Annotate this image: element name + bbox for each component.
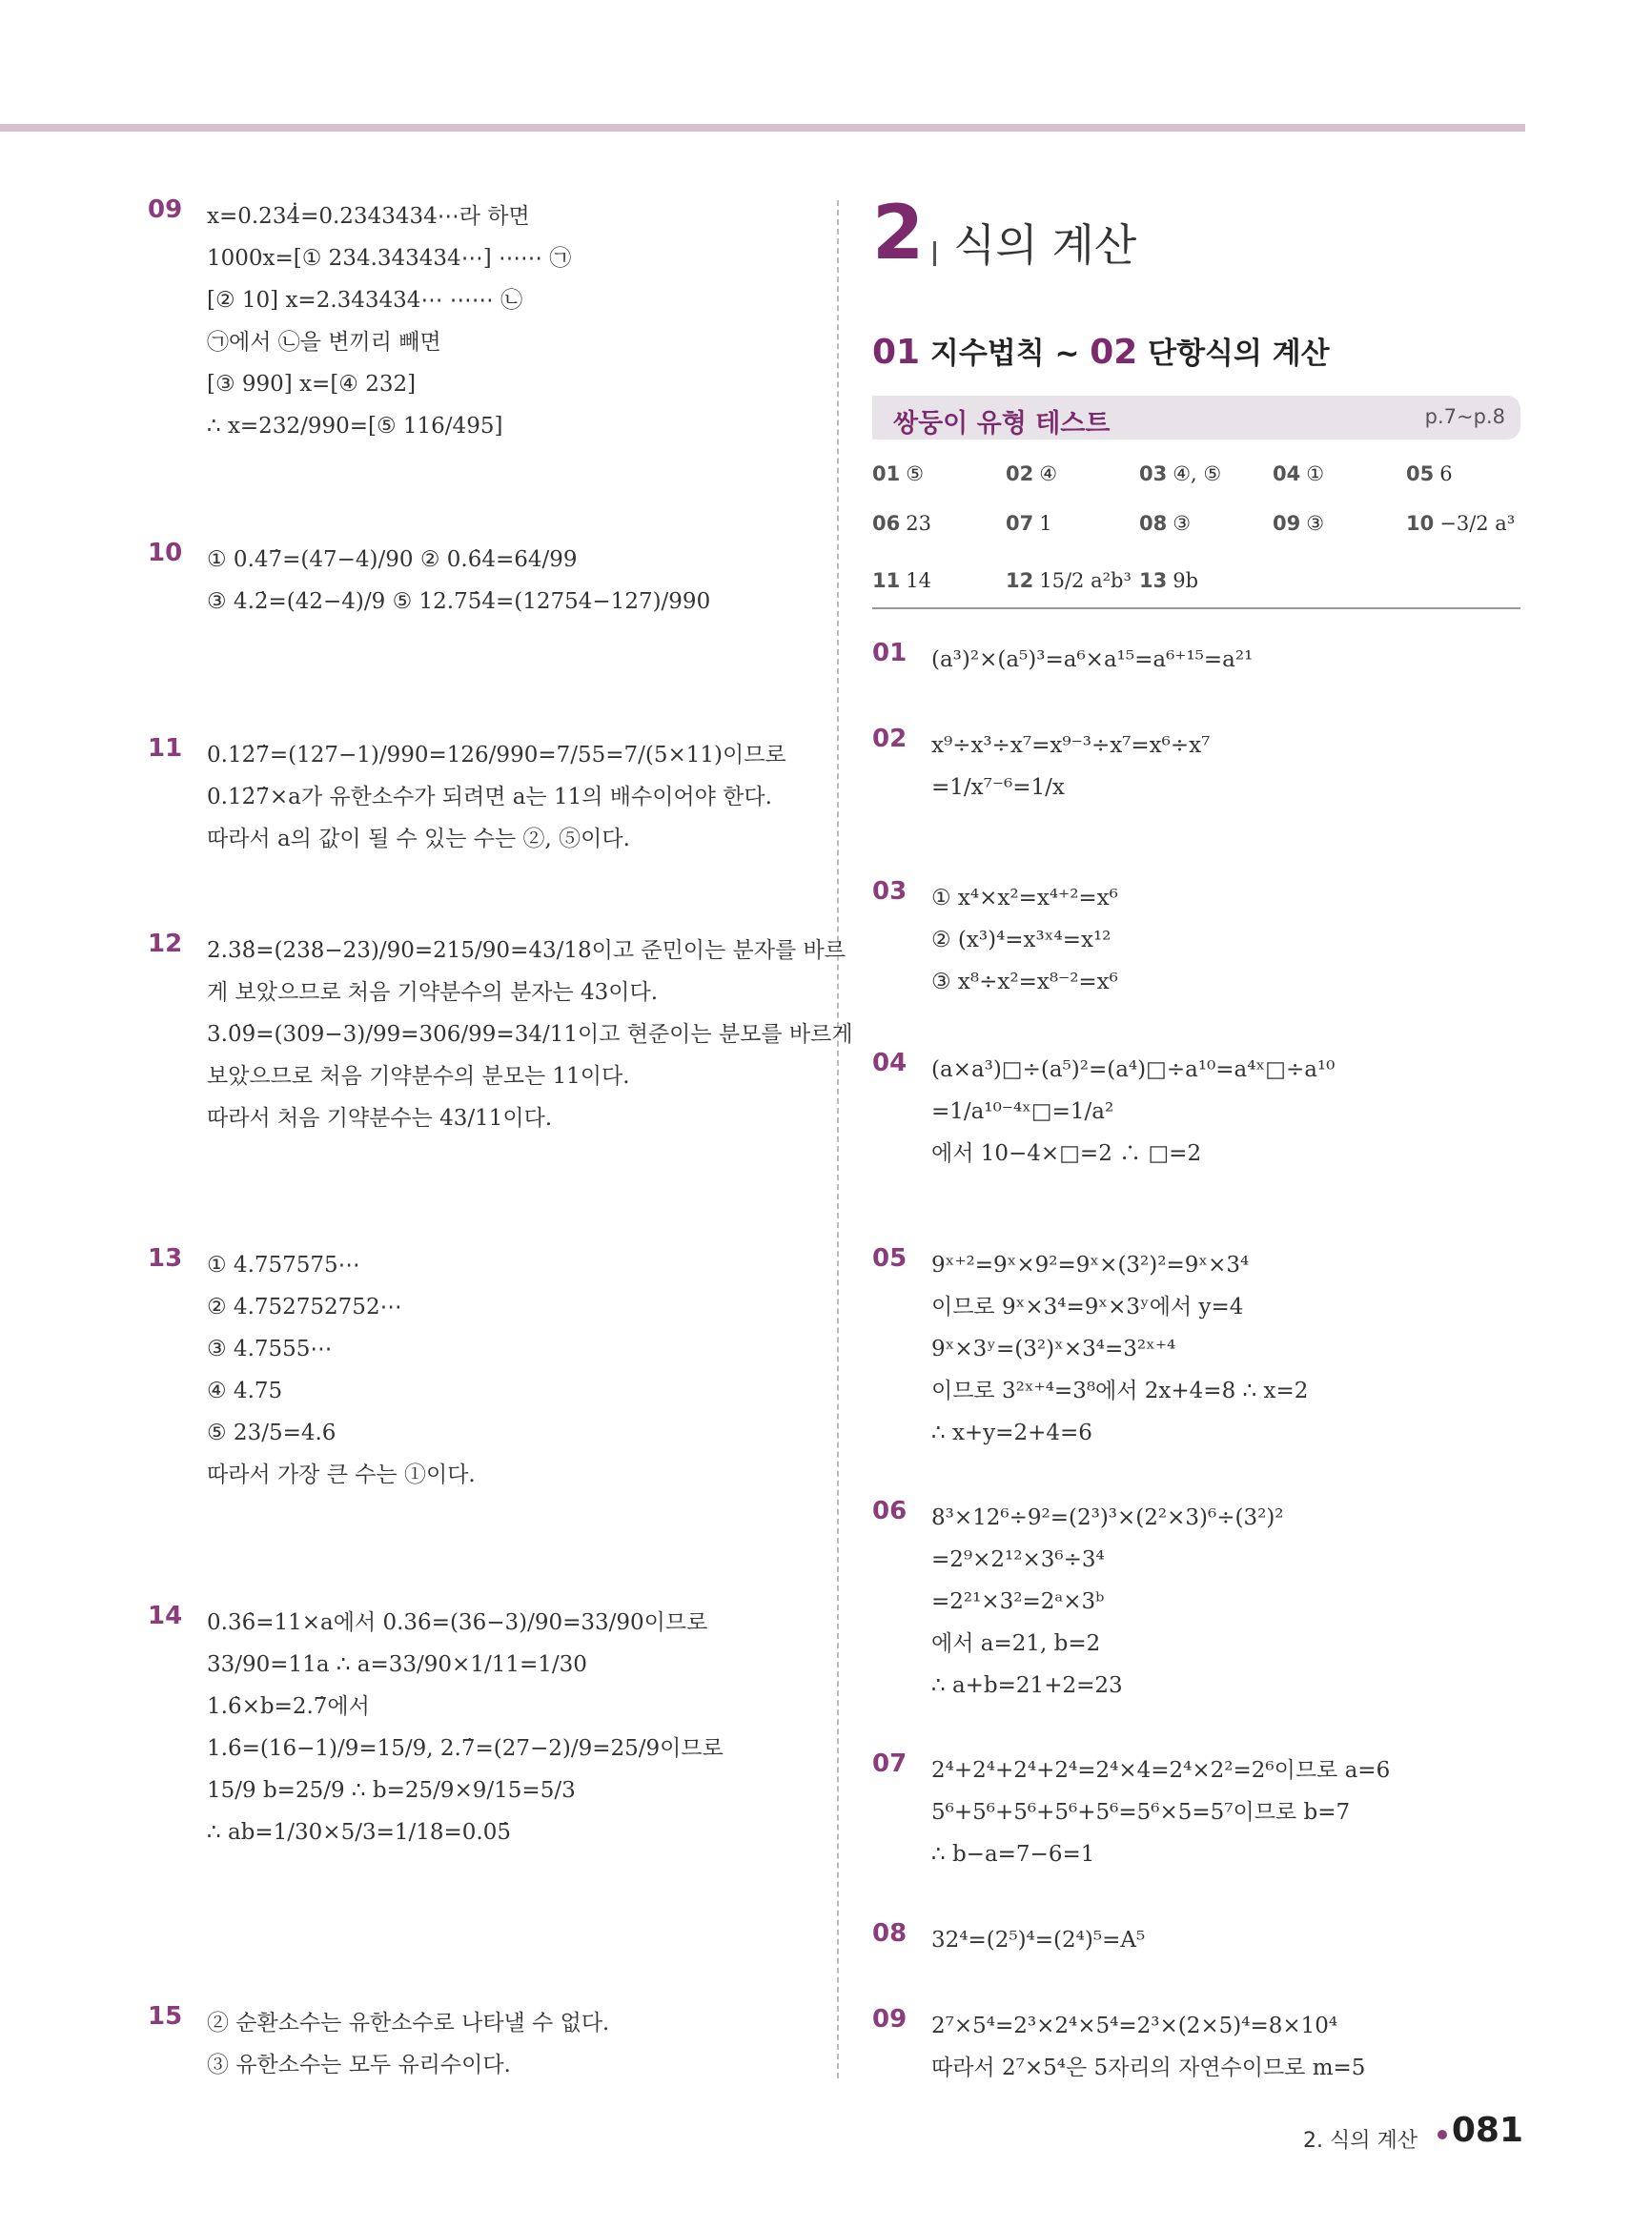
solution-line: =1/x⁷⁻⁶=1/x — [931, 775, 1065, 800]
answer-value: 23 — [906, 512, 931, 535]
solution-lines — [207, 2002, 817, 2086]
solution-lines — [931, 877, 1541, 1003]
problem-number: 14 — [148, 1602, 183, 1630]
solution-lines — [207, 734, 817, 860]
answer-value: ⑤ — [906, 462, 925, 485]
solution-lines — [931, 1244, 1541, 1454]
answer-item — [1139, 462, 1221, 485]
solution-lines — [931, 639, 1541, 681]
answer-item — [1006, 512, 1052, 535]
solution-line: x=0.234̇̇=0.2343434⋯라 하면 — [207, 204, 530, 229]
solution-line: ③ 4.7555⋯ — [207, 1337, 333, 1361]
solution-lines — [931, 1919, 1541, 1961]
answer-key: 07 — [1006, 512, 1034, 535]
solution-line: ② (x³)⁴=x³ˣ⁴=x¹² — [931, 928, 1112, 952]
solution-line: ② 4.752752752⋯ — [207, 1295, 402, 1320]
answer-key: 10 — [1406, 512, 1435, 535]
solution-line: 보았으므로 처음 기약분수의 분모는 11이다. — [207, 1064, 630, 1089]
solution-lines — [931, 2005, 1541, 2089]
solution-line: (a×a³)□÷(a⁵)²=(a⁴)□÷a¹⁰=a⁴ˣ□÷a¹⁰ — [931, 1057, 1336, 1082]
solution-lines — [931, 1497, 1541, 1707]
section-title: 식의 계산 — [953, 219, 1137, 271]
solution-line: ① 0.47̇=(47−4)/90 ② 0.6̇4̇=64/99 — [207, 547, 578, 572]
solution-line: 5⁶+5⁶+5⁶+5⁶+5⁶=5⁶×5=5⁷이므로 b=7 — [931, 1800, 1351, 1825]
answer-key: 02 — [1006, 462, 1034, 485]
answer-value: 6 — [1439, 462, 1453, 485]
solution-line: 1.6̇=(16−1)/9=15/9, 2.7̇=(27−2)/9=25/9이므로 — [207, 1736, 724, 1761]
section-number: 2 — [872, 191, 925, 276]
solution-lines — [931, 1749, 1541, 1875]
answer-key: 12 — [1006, 569, 1034, 592]
section-separator — [933, 241, 936, 266]
solution-line: 3.0̇9̇=(309−3)/99=306/99=34/11이고 현준이는 분모를 바르게 — [207, 1022, 853, 1047]
solution-line: ① x⁴×x²=x⁴⁺²=x⁶ — [931, 886, 1118, 910]
problem-number: 15 — [148, 2002, 183, 2031]
solution-lines — [931, 725, 1541, 808]
answer-item — [1006, 569, 1132, 592]
solution-line: 에서 10−4×□=2 ∴ □=2 — [931, 1141, 1202, 1166]
solution-line: 33/90=11a ∴ a=33/90×1/11=1/30 — [207, 1652, 587, 1677]
answer-value: 1 — [1039, 512, 1052, 535]
problem-number: 06 — [872, 1497, 908, 1525]
answer-value: ④ — [1039, 462, 1058, 485]
solution-line: 0.12̇7̇=(127−1)/990=126/990=7/55=7/(5×11)이므로 — [207, 743, 786, 767]
solution-line: 2⁷×5⁴=2³×2⁴×5⁴=2³×(2×5)⁴=8×10⁴ — [931, 2014, 1338, 2038]
answer-item — [1406, 512, 1515, 535]
problem-number: 07 — [872, 1749, 908, 1778]
solution-line: 따라서 a의 값이 될 수 있는 수는 ②, ⑤이다. — [207, 827, 630, 851]
footer-bullet — [1438, 2130, 1447, 2139]
solution-line: ④ 4.75 — [207, 1379, 283, 1403]
answer-item — [1139, 512, 1191, 535]
answer-value: ③ — [1306, 512, 1325, 535]
answer-key: 13 — [1139, 569, 1168, 592]
solution-line: 이므로 3²ˣ⁺⁴=3⁸에서 2x+4=8 ∴ x=2 — [931, 1379, 1309, 1403]
answer-key: 05 — [1406, 462, 1435, 485]
subsection-text-1: 지수법칙 ~ — [920, 337, 1091, 371]
answer-item — [1406, 462, 1453, 485]
subsection-number-2: 02 — [1090, 333, 1138, 372]
answer-key: 01 — [872, 462, 901, 485]
problem-number: 11 — [148, 734, 183, 763]
problem-number: 09 — [148, 195, 183, 224]
answer-item — [872, 462, 924, 485]
answer-divider — [872, 607, 1520, 609]
problem-number: 05 — [872, 1244, 908, 1273]
solution-line: ∴ a+b=21+2=23 — [931, 1673, 1123, 1698]
solution-line: 따라서 가장 큰 수는 ①이다. — [207, 1463, 476, 1487]
solution-line: 2⁴+2⁴+2⁴+2⁴=2⁴×4=2⁴×2²=2⁶이므로 a=6 — [931, 1758, 1391, 1783]
problem-number: 12 — [148, 930, 183, 958]
solution-line: 이므로 9ˣ×3⁴=9ˣ×3ʸ에서 y=4 — [931, 1295, 1244, 1320]
answer-value: ① — [1306, 462, 1325, 485]
problem-number: 10 — [148, 539, 183, 567]
answer-value: ③ — [1173, 512, 1192, 535]
solution-lines — [207, 1602, 817, 1853]
answer-value: 9b — [1173, 569, 1199, 592]
problem-number: 02 — [872, 725, 908, 753]
solution-line: 15/9 b=25/9 ∴ b=25/9×9/15=5/3 — [207, 1778, 576, 1803]
solution-line: ② 순환소수는 유한소수로 나타낼 수 없다. — [207, 2011, 610, 2036]
band-pages: p.7~p.8 — [1424, 405, 1505, 428]
top-rule — [0, 124, 1525, 132]
problem-number: 09 — [872, 2005, 908, 2034]
answer-key: 03 — [1139, 462, 1168, 485]
solution-line: ∴ ab=1/30×5/3=1/18=0.05̇ — [207, 1820, 511, 1845]
answer-item — [872, 512, 931, 535]
solution-lines — [931, 1049, 1541, 1175]
solution-line: =2²¹×3²=2ᵃ×3ᵇ — [931, 1589, 1105, 1614]
solution-line: ③ x⁸÷x²=x⁸⁻²=x⁶ — [931, 970, 1118, 994]
page-number: 081 — [1451, 2111, 1523, 2150]
solution-line: ① 4.757575⋯ — [207, 1253, 360, 1278]
subsection-title — [872, 329, 1330, 372]
solution-line: ⑤ 23/5=4.6 — [207, 1421, 337, 1445]
problem-number: 13 — [148, 1244, 183, 1273]
solution-line: 9ˣ×3ʸ=(3²)ˣ×3⁴=3²ˣ⁺⁴ — [931, 1337, 1176, 1361]
solution-line: ㉠에서 ㉡을 변끼리 빼면 — [207, 330, 441, 355]
solution-line: ③ 유한소수는 모두 유리수이다. — [207, 2053, 511, 2077]
band-title: 쌍둥이 유형 테스트 — [893, 409, 1111, 439]
answer-value: 15/2 a²b³ — [1039, 569, 1132, 592]
solution-lines — [207, 1244, 817, 1496]
solution-line: =2⁹×2¹²×3⁶÷3⁴ — [931, 1547, 1105, 1572]
solution-lines — [207, 539, 817, 623]
solution-lines — [207, 195, 817, 447]
footer-chapter: 2. 식의 계산 — [1303, 2129, 1417, 2153]
answer-item — [1273, 462, 1324, 485]
problem-number: 01 — [872, 639, 908, 667]
solution-line: 에서 a=21, b=2 — [931, 1631, 1101, 1656]
solution-line: 8³×12⁶÷9²=(2³)³×(2²×3)⁶÷(3²)² — [931, 1505, 1284, 1530]
solution-lines — [207, 930, 853, 1139]
solution-line: 따라서 2⁷×5⁴은 5자리의 자연수이므로 m=5 — [931, 2056, 1366, 2080]
solution-line: (a³)²×(a⁵)³=a⁶×a¹⁵=a⁶⁺¹⁵=a²¹ — [931, 647, 1254, 672]
problem-number: 03 — [872, 877, 908, 906]
answer-key: 08 — [1139, 512, 1168, 535]
solution-line: ∴ x=232/990=[⑤ 116/495] — [207, 414, 503, 439]
answer-item — [1006, 462, 1057, 485]
subsection-number-1: 01 — [872, 333, 921, 372]
solution-line: [③ 990] x=[④ 232] — [207, 372, 417, 397]
answer-value: −3/2 a³ — [1439, 512, 1516, 535]
answer-item — [1273, 512, 1324, 535]
solution-line: x⁹÷x³÷x⁷=x⁹⁻³÷x⁷=x⁶÷x⁷ — [931, 733, 1211, 758]
solution-line: 9ˣ⁺²=9ˣ×9²=9ˣ×(3²)²=9ˣ×3⁴ — [931, 1253, 1250, 1278]
test-band — [872, 396, 1520, 440]
solution-line: 따라서 처음 기약분수는 43/11이다. — [207, 1106, 553, 1131]
solution-line: ∴ b−a=7−6=1 — [931, 1842, 1095, 1867]
solution-line: 32⁴=(2⁵)⁴=(2⁴)⁵=A⁵ — [931, 1928, 1146, 1953]
answer-key: 04 — [1273, 462, 1301, 485]
solution-line: 1000x=[① 234.343434⋯] ⋯⋯ ㉠ — [207, 246, 572, 271]
column-divider — [837, 200, 839, 2078]
solution-line: =1/a¹⁰⁻⁴ˣ□=1/a² — [931, 1099, 1114, 1124]
solution-line: 2.38̇=(238−23)/90=215/90=43/18이고 준민이는 분자를 바르 — [207, 938, 846, 963]
solution-line: ③ 4.2̇=(42−4)/9 ⑤ 12.75̇4̇=(12754−127)/990 — [207, 589, 711, 614]
answer-key: 06 — [872, 512, 901, 535]
solution-line: 0.36̇=11×a에서 0.36̇=(36−3)/90=33/90이므로 — [207, 1610, 708, 1635]
subsection-text-2: 단항식의 계산 — [1137, 337, 1330, 371]
answer-value: ④, ⑤ — [1173, 462, 1222, 485]
answer-key: 11 — [872, 569, 901, 592]
problem-number: 08 — [872, 1919, 908, 1948]
solution-line: [② 10] x=2.343434⋯ ⋯⋯ ㉡ — [207, 288, 523, 313]
solution-line: ∴ x+y=2+4=6 — [931, 1421, 1092, 1445]
solution-line: 1.6̇×b=2.7̇에서 — [207, 1694, 370, 1719]
problem-number: 04 — [872, 1049, 908, 1077]
answer-key: 09 — [1273, 512, 1301, 535]
answer-item — [872, 569, 931, 592]
answer-item — [1139, 569, 1198, 592]
solution-line: 0.12̇7̇×a가 유한소수가 되려면 a는 11의 배수이어야 한다. — [207, 785, 772, 809]
answer-value: 14 — [906, 569, 931, 592]
solution-line: 게 보았으므로 처음 기약분수의 분자는 43이다. — [207, 980, 659, 1005]
